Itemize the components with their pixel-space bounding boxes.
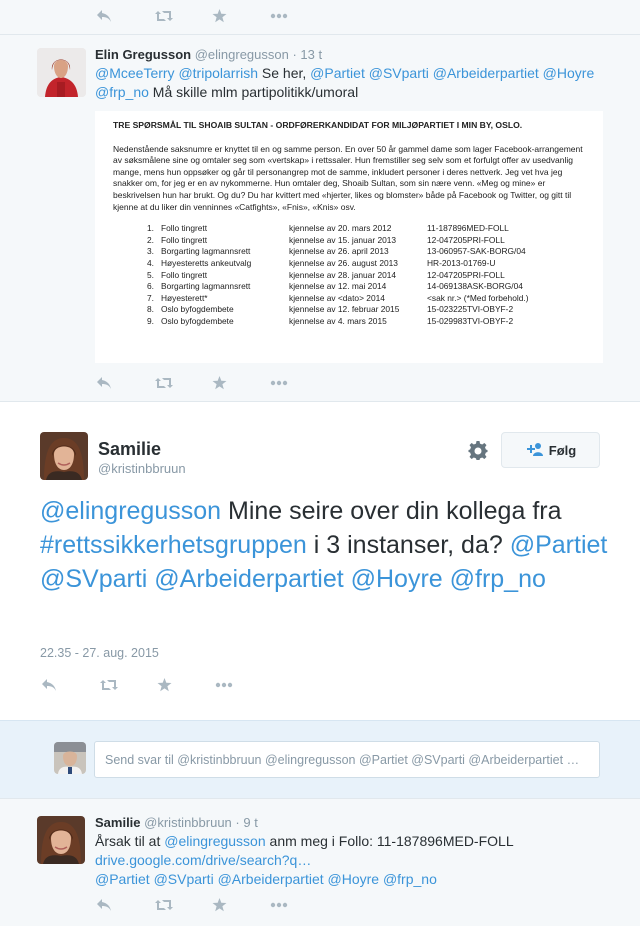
avatar[interactable] — [37, 48, 86, 97]
case-cell-court: Follo tingrett — [161, 234, 208, 245]
case-cell-n: 4. — [147, 257, 154, 268]
case-row — [147, 235, 535, 247]
case-cell-ruling: kjennelse av 15. januar 2013 — [289, 234, 397, 245]
document-paragraph: Nedenstående saksnumre er knyttet til en og samme person. En over 50 år gammel dame som lager Facebook-arrangement av søksmålene sine og omtaler seg som «vertskap» i rettssaler. Hun fremstiller seg selv som et forfulgt offer av usedvanlig mange, mens hun oppsøker og går til personangrep mot de samme, inkludert personer i deres nettverk. Jeg vet hva jeg snakker om, for jeg er en av nykommerne. Hun omtaler deg, Shoaib Sultan, som sin nære venn. «Meg og mine» er beskrivelsen hun har brukt. Og du? Du har kvittert med «hjerter, likes og blomster» både på Facebook og Twitter, og gitt til kjenne at du liker din venninnes «Catfights», «Fnis», «Knis» osv. — [113, 143, 583, 212]
case-row — [147, 281, 535, 293]
case-cell-case: 12-047205PRI-FOLL — [427, 269, 505, 280]
case-cell-n: 9. — [147, 315, 154, 326]
tweet-header — [95, 47, 322, 62]
case-cell-n: 7. — [147, 292, 154, 303]
favorite-icon[interactable] — [212, 9, 270, 23]
avatar[interactable] — [40, 432, 88, 480]
follow-user-icon — [525, 442, 543, 459]
case-cell-n: 6. — [147, 281, 154, 292]
tweet-actions — [96, 373, 328, 393]
reply-icon[interactable] — [96, 376, 154, 390]
tweet-text-part: Se her, — [258, 65, 311, 81]
tweet-text — [40, 494, 620, 596]
case-row — [147, 223, 535, 235]
case-cell-case: 12-047205PRI-FOLL — [427, 234, 505, 245]
case-row — [147, 246, 535, 258]
tweet-header — [95, 815, 258, 830]
case-cell-court: Oslo byfogdembete — [161, 304, 234, 315]
mention-link[interactable]: @frp_no — [95, 84, 149, 100]
mention-link[interactable]: @elingregusson — [40, 497, 222, 525]
mention-links[interactable]: @MceeTerry @tripolarrish — [95, 65, 259, 81]
reply-tweet-elin[interactable] — [0, 35, 640, 401]
permalink-tweet — [0, 402, 640, 720]
tweet-text — [95, 832, 615, 889]
tweet-text-part: anm meg i Follo: 11-187896MED-FOLL — [265, 833, 514, 849]
reply-input[interactable]: Send svar til @kristinbbruun @elingregusson @Partiet @SVparti @Arbeiderpartiet … — [94, 741, 600, 778]
tweet-text — [95, 64, 615, 102]
reply-composer — [0, 720, 640, 798]
case-cell-court: Høyesteretts ankeutvalg — [161, 257, 252, 268]
tweet-text-part: i 3 instanser, da? — [306, 531, 510, 559]
retweet-icon[interactable] — [154, 376, 212, 390]
reply-tweet-samilie[interactable] — [0, 799, 640, 926]
fullname[interactable]: Elin Gregusson — [95, 47, 192, 62]
case-cell-case: 11-187896MED-FOLL — [427, 223, 509, 234]
case-cell-case: 15-023225TVI-OBYF-2 — [427, 304, 514, 315]
username[interactable]: @kristinbbruun — [144, 815, 232, 830]
case-cell-case: <sak nr.> (*Med forbehold.) — [427, 292, 529, 303]
more-icon[interactable] — [270, 902, 328, 908]
case-cell-n: 1. — [147, 223, 154, 234]
case-cell-ruling: kjennelse av 4. mars 2015 — [289, 315, 387, 326]
tweet-text-part: Må skille mlm partipolitikk/umoral — [148, 84, 359, 100]
username[interactable]: @kristinbbruun — [98, 461, 186, 476]
favorite-icon[interactable] — [212, 376, 270, 390]
mention-link[interactable]: @elingregusson — [164, 833, 266, 849]
case-cell-court: Høyesterett* — [161, 292, 208, 303]
username[interactable]: @elingregusson — [194, 47, 289, 62]
favorite-icon[interactable] — [157, 678, 215, 692]
fullname[interactable]: Samilie — [98, 439, 162, 459]
timestamp[interactable]: · 9 t — [235, 815, 258, 830]
case-cell-case: 13-060957-SAK-BORG/04 — [427, 246, 526, 257]
case-cell-ruling: kjennelse av 12. mai 2014 — [289, 281, 387, 292]
tweet-actions — [96, 6, 328, 26]
gear-icon[interactable] — [468, 441, 488, 466]
reply-icon[interactable] — [96, 9, 154, 23]
case-cell-case: HR-2013-01769-U — [427, 257, 496, 268]
fullname[interactable]: Samilie — [95, 815, 141, 830]
avatar[interactable] — [37, 816, 85, 864]
more-icon[interactable] — [270, 13, 328, 19]
case-cell-n: 5. — [147, 269, 154, 280]
favorite-icon[interactable] — [212, 898, 270, 912]
document-title: TRE SPØRSMÅL TIL SHOAIB SULTAN - ORDFØRERKANDIDAT FOR MILJØPARTIET I MIN BY, OSLO. — [113, 120, 523, 130]
retweet-icon[interactable] — [154, 9, 212, 23]
tweet-actions — [41, 675, 273, 695]
case-cell-ruling: kjennelse av 20. mars 2012 — [289, 223, 392, 234]
case-cell-case: 15-029983TVI-OBYF-2 — [427, 315, 514, 326]
case-cell-n: 2. — [147, 234, 154, 245]
case-cell-n: 3. — [147, 246, 154, 257]
reply-icon[interactable] — [96, 898, 154, 912]
tweet-actions — [96, 895, 328, 915]
previous-tweet-actions — [0, 0, 640, 34]
case-row — [147, 316, 535, 328]
case-row — [147, 270, 535, 282]
retweet-icon[interactable] — [154, 898, 212, 912]
mention-links[interactable]: @Partiet @SVparti @Arbeiderpartiet @Hoyre @frp_no — [40, 531, 608, 593]
case-row — [147, 258, 535, 270]
case-cell-ruling: kjennelse av 26. august 2013 — [289, 257, 398, 268]
timestamp[interactable]: 22.35 - 27. aug. 2015 — [40, 646, 159, 660]
tweet-text-part: Årsak til at — [95, 833, 165, 849]
follow-button[interactable] — [501, 432, 600, 468]
retweet-icon[interactable] — [99, 678, 157, 692]
reply-icon[interactable] — [41, 678, 99, 692]
hashtag-link[interactable]: #rettssikkerhetsgruppen — [40, 531, 307, 559]
case-cell-ruling: kjennelse av 12. februar 2015 — [289, 304, 400, 315]
tweet-text-part: Mine seire over din kollega fra — [221, 497, 562, 525]
follow-label: Følg — [548, 442, 577, 458]
case-cell-court: Follo tingrett — [161, 269, 208, 280]
case-cell-court: Oslo byfogdembete — [161, 315, 234, 326]
case-cell-case: 14-069138ASK-BORG/04 — [427, 281, 523, 292]
more-icon[interactable] — [270, 380, 328, 386]
case-cell-ruling: kjennelse av 28. januar 2014 — [289, 269, 397, 280]
case-row — [147, 293, 535, 305]
case-cell-n: 8. — [147, 304, 154, 315]
case-row — [147, 304, 535, 316]
case-cell-court: Borgarting lagmannsrett — [161, 246, 251, 257]
attached-image-document[interactable] — [95, 111, 603, 363]
url-link[interactable]: drive.google.com/drive/search?q… — [95, 852, 312, 868]
more-icon[interactable] — [215, 682, 273, 688]
timestamp[interactable]: · 13 t — [292, 47, 323, 62]
case-table — [147, 223, 535, 327]
own-avatar — [54, 742, 86, 774]
case-cell-court: Borgarting lagmannsrett — [161, 281, 251, 292]
case-cell-court: Follo tingrett — [161, 223, 208, 234]
mention-links[interactable]: @Partiet @SVparti @Arbeiderpartiet @Hoyre — [310, 65, 595, 81]
case-cell-ruling: kjennelse av <dato> 2014 — [289, 292, 385, 303]
case-cell-ruling: kjennelse av 26. april 2013 — [289, 246, 389, 257]
mention-links[interactable]: @Partiet @SVparti @Arbeiderpartiet @Hoyre @frp_no — [95, 871, 437, 887]
